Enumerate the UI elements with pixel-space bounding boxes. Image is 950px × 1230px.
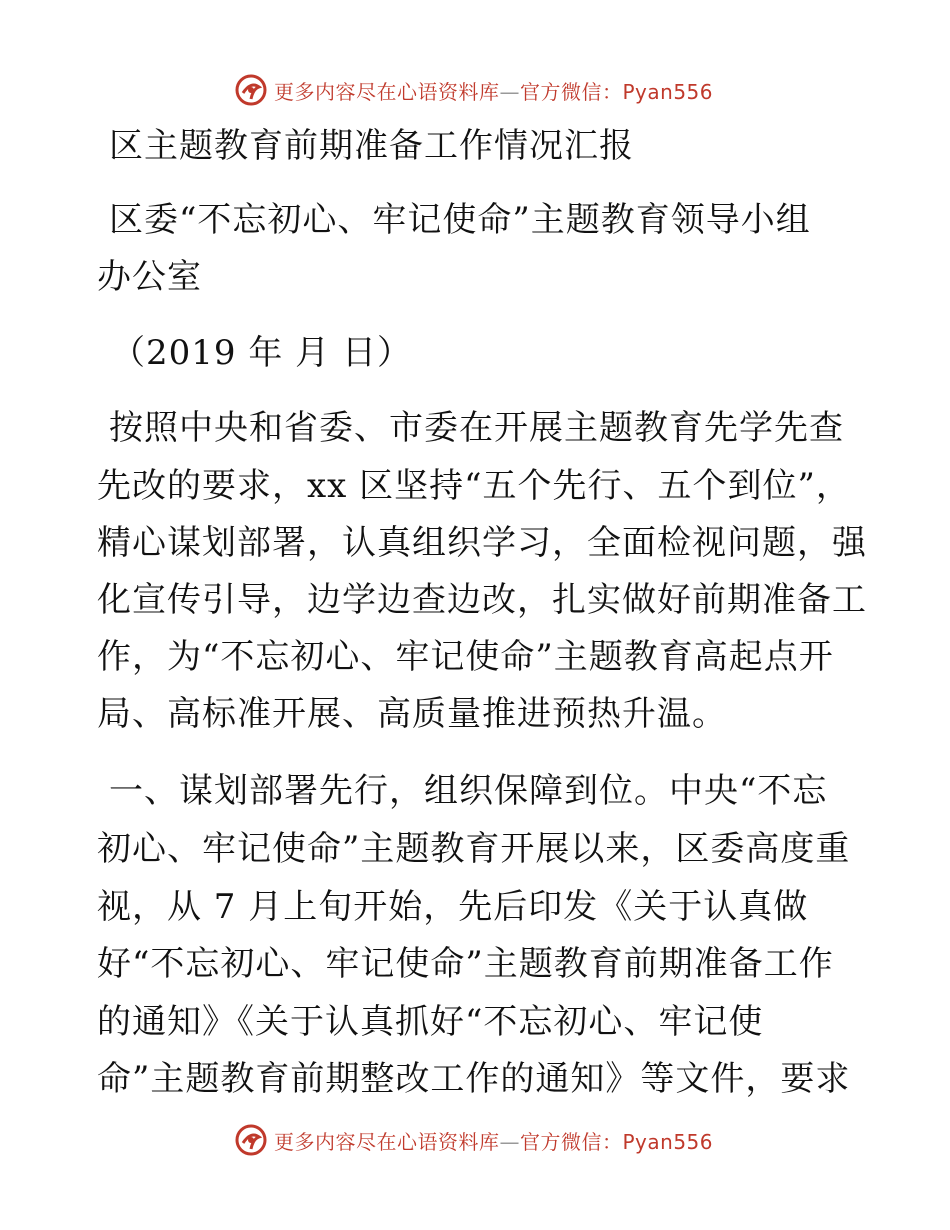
banner-wechat-id: Pyan556 [622,1129,714,1154]
document-title: 区主题教育前期准备工作情况汇报 [109,126,634,166]
banner-text [274,1126,713,1155]
banner-official-label: 官方微信： [520,79,623,104]
banner-separator: — [499,1129,520,1154]
paragraph-1-line: 局、高标准开展、高质量推进预热升温。 [97,694,727,734]
brand-logo-icon [234,73,268,107]
paragraph-2-line: 命”主题教育前期整改工作的通知》等文件，要求 [97,1059,851,1099]
paragraph-1-line: 作，为“不忘初心、牢记使命”主题教育高起点开 [97,637,834,677]
footer-banner [234,1122,754,1158]
paragraph-2-line: 好“不忘初心、牢记使命”主题教育前期准备工作 [97,944,834,984]
banner-separator: — [499,79,520,104]
paragraph-1-line: 先改的要求，xx 区坚持“五个先行、五个到位”， [97,466,851,506]
paragraph-1-line: 按照中央和省委、市委在开展主题教育先学先查 [109,408,844,448]
org-line-2: 办公室 [97,257,202,297]
banner-text [274,76,713,105]
header-banner [234,72,754,108]
org-line-1: 区委“不忘初心、牢记使命”主题教育领导小组 [109,200,811,240]
brand-logo-icon [234,1123,268,1157]
banner-main-text: 更多内容尽在心语资料库 [274,79,500,104]
paragraph-2-line: 视，从 7 月上旬开始，先后印发《关于认真做 [97,887,809,927]
banner-official-label: 官方微信： [520,1129,623,1154]
paragraph-1-line: 精心谋划部署，认真组织学习，全面检视问题，强 [97,523,867,563]
paragraph-2-line: 一、谋划部署先行，组织保障到位。中央“不忘 [109,771,828,811]
paragraph-2-line: 初心、牢记使命”主题教育开展以来，区委高度重 [97,829,851,869]
paragraph-1-line: 化宣传引导，边学边查边改，扎实做好前期准备工 [97,580,867,620]
banner-wechat-id: Pyan556 [622,79,714,104]
banner-main-text: 更多内容尽在心语资料库 [274,1129,500,1154]
paragraph-2-line: 的通知》《关于认真抓好“不忘初心、牢记使 [97,1002,764,1042]
document-date: （2019 年 月 日） [111,333,412,373]
